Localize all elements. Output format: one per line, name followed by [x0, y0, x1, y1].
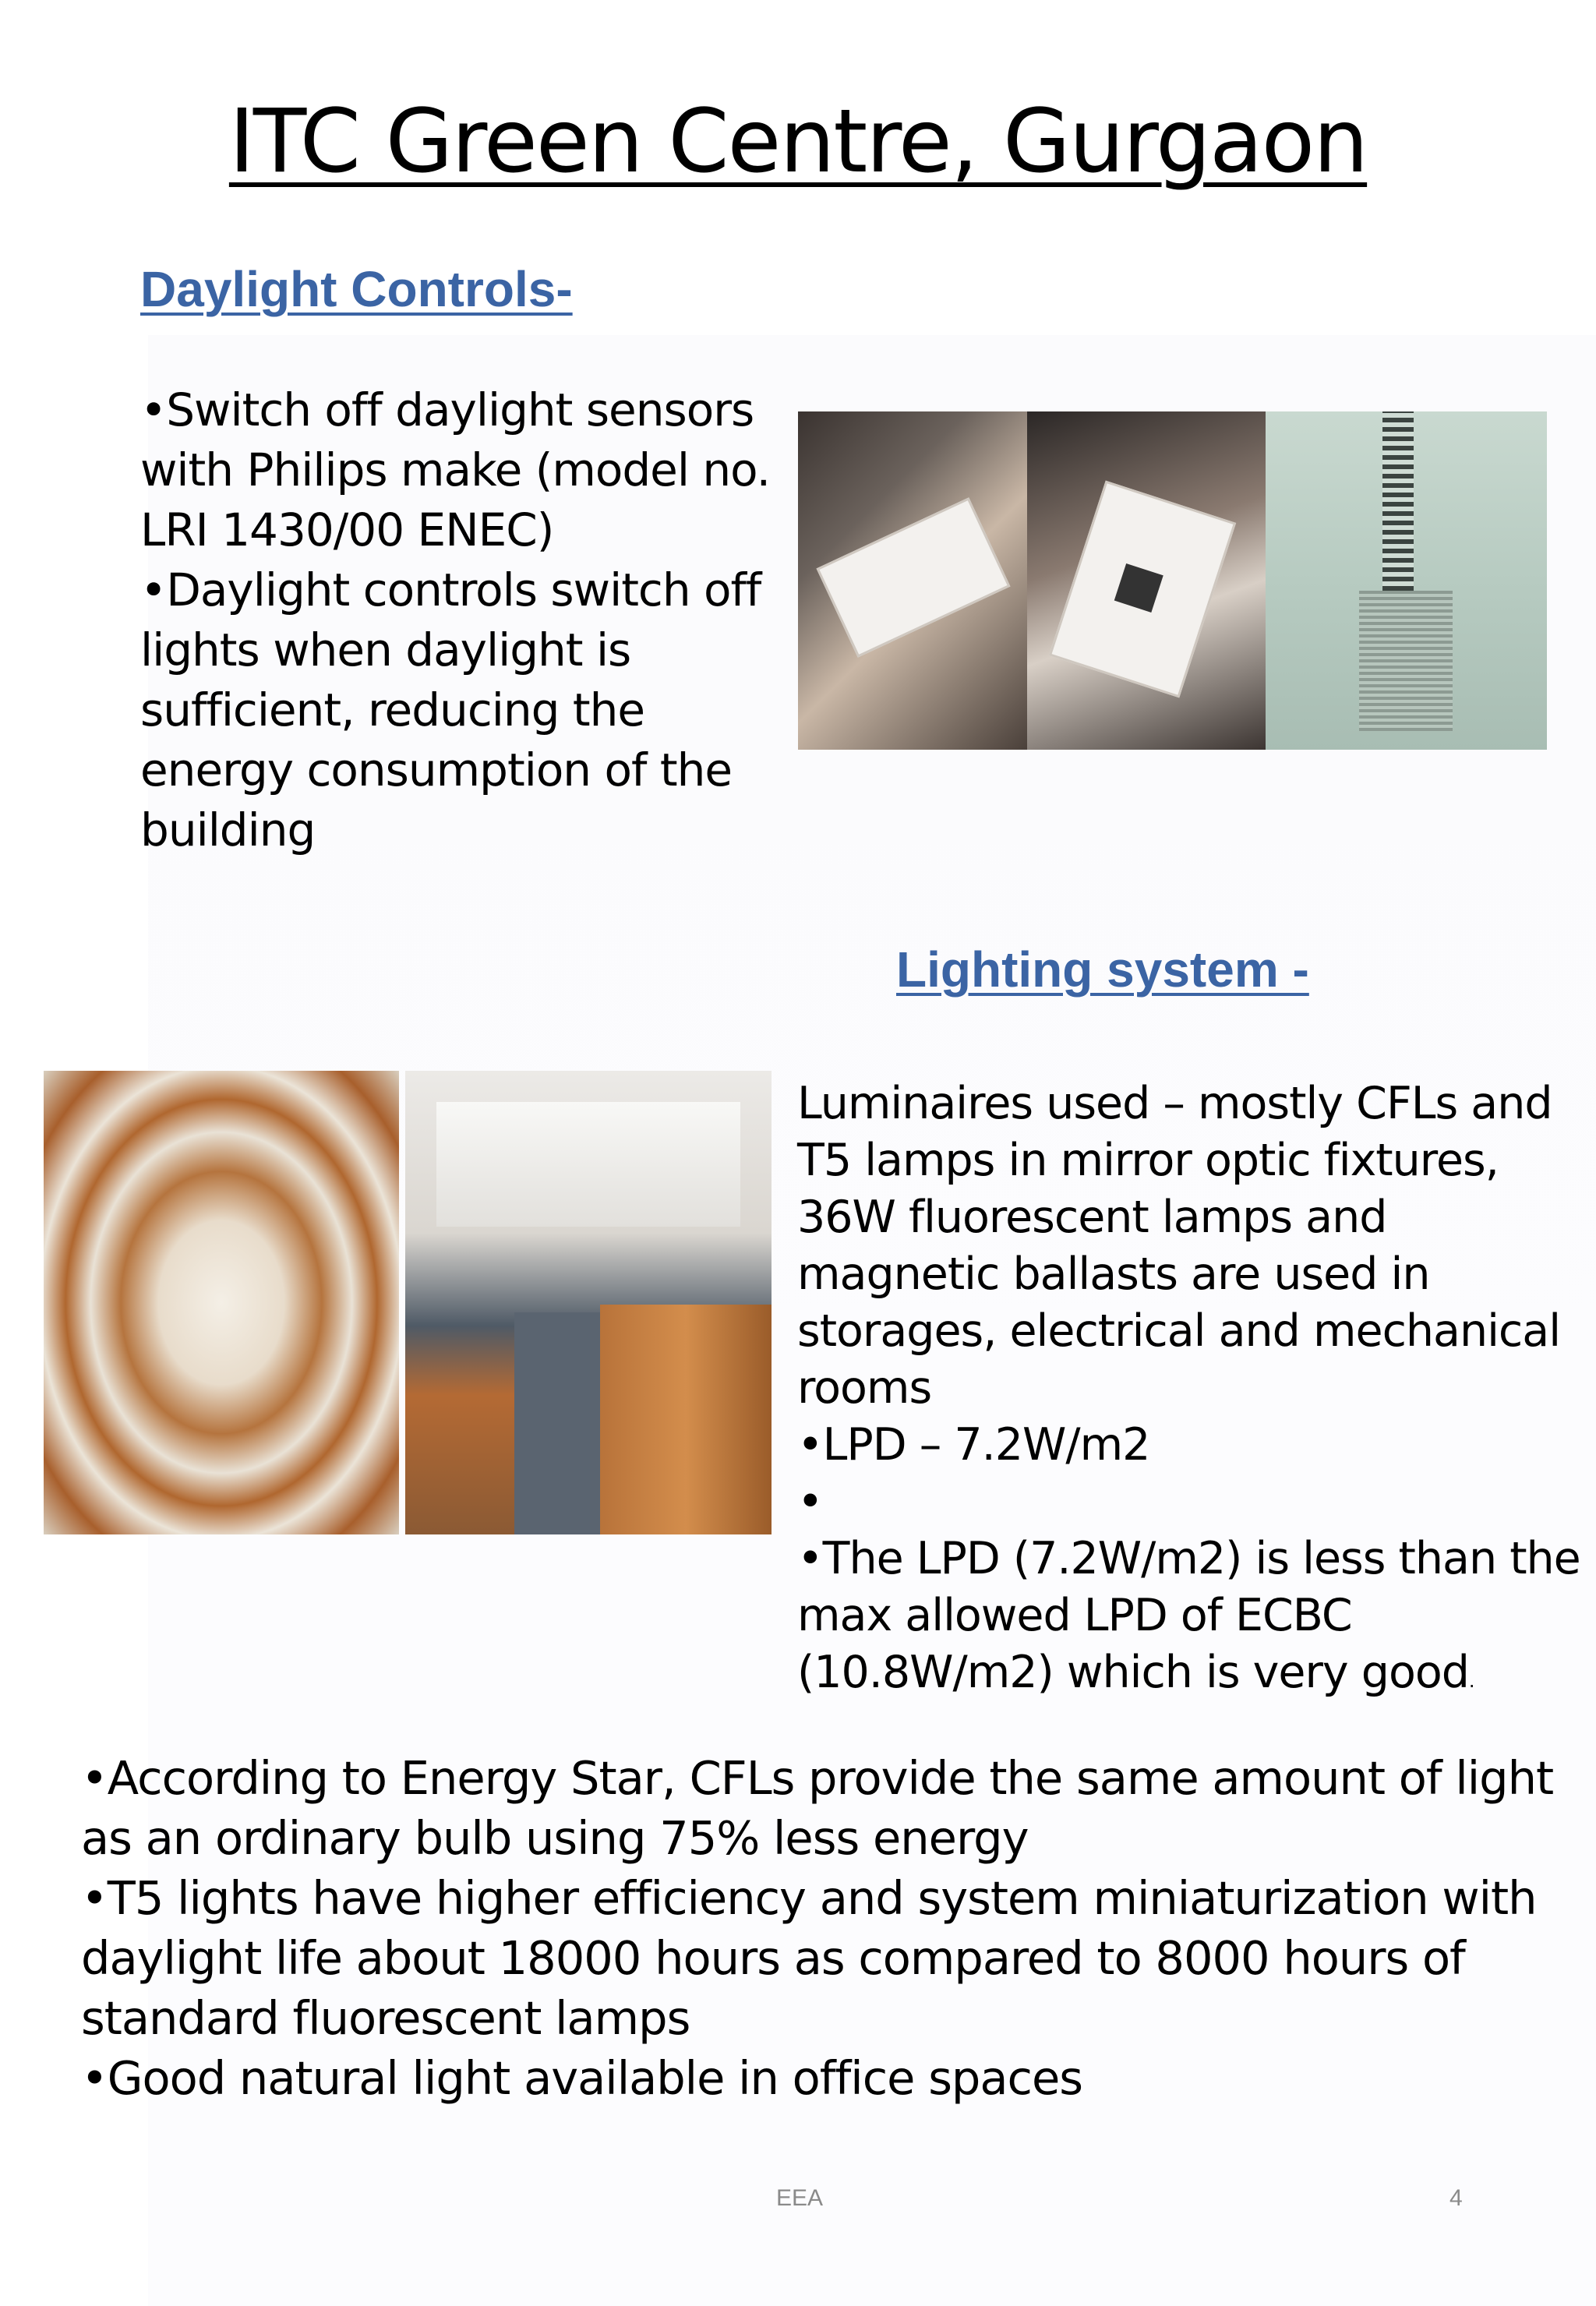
lighting-ecbc-text: •The LPD (7.2W/m2) is less than the max allowed LPD of ECBC (10.8W/m2) which is very good — [797, 1533, 1580, 1698]
daylight-bullet-1: •Switch off daylight sensors with Philips make (model no. LRI 1430/00 ENEC) — [140, 383, 771, 556]
lighting-bullet-empty: • — [797, 1476, 823, 1527]
lighting-system-text — [797, 1075, 1592, 1710]
philips-sensor-device — [816, 497, 1010, 657]
lighting-paragraph-1: Luminaires used – mostly CFLs and T5 lamps in mirror optic fixtures, 36W fluorescent lamps and magnetic ballasts are used in storages, electrical and mechanical rooms — [797, 1078, 1561, 1414]
octagonal-ceiling-photo — [44, 1071, 399, 1534]
daylight-bullet-2: •Daylight controls switch off lights when daylight is sufficient, reducing the energy consumption of the building — [140, 563, 761, 856]
office-cabinet — [600, 1305, 772, 1534]
office-interior-photo — [405, 1071, 772, 1534]
lighting-photos — [44, 1071, 772, 1534]
lighting-system-heading: Lighting system - — [896, 941, 1309, 998]
lighting-trailing-period: . — [1468, 1670, 1474, 1692]
sensor-module — [1049, 481, 1236, 698]
sensor-closeup-photo — [1027, 411, 1266, 750]
note-natural-light: •Good natural light available in office spaces — [81, 2051, 1083, 2105]
lighting-bullet-ecbc — [797, 1531, 1592, 1710]
note-t5-lights: •T5 lights have higher efficiency and system miniaturization with daylight life about 18000 hours as compared to 8000 hours of standard fluorescent lamps — [81, 1871, 1537, 2045]
lighting-notes — [81, 1748, 1562, 2108]
ceiling-sensor-photo — [1266, 411, 1547, 750]
ceiling-vent — [1359, 591, 1453, 731]
daylight-sensor-photos — [798, 411, 1547, 750]
title-text: ITC Green Centre, Gurgaon — [228, 91, 1368, 192]
footer-label: EEA — [776, 2185, 824, 2211]
office-windows — [436, 1102, 740, 1227]
lighting-bullet-lpd: •LPD – 7.2W/m2 — [797, 1419, 1150, 1471]
page-number: 4 — [1449, 2185, 1463, 2211]
note-energy-star: •According to Energy Star, CFLs provide the same amount of light as an ordinary bulb using 75% less energy — [81, 1751, 1554, 1865]
ceiling-slot — [1382, 411, 1414, 591]
daylight-controls-text — [140, 380, 779, 860]
sensor-in-hand-photo — [798, 411, 1027, 750]
daylight-controls-heading: Daylight Controls- — [140, 261, 573, 317]
slide-title — [0, 92, 1596, 192]
